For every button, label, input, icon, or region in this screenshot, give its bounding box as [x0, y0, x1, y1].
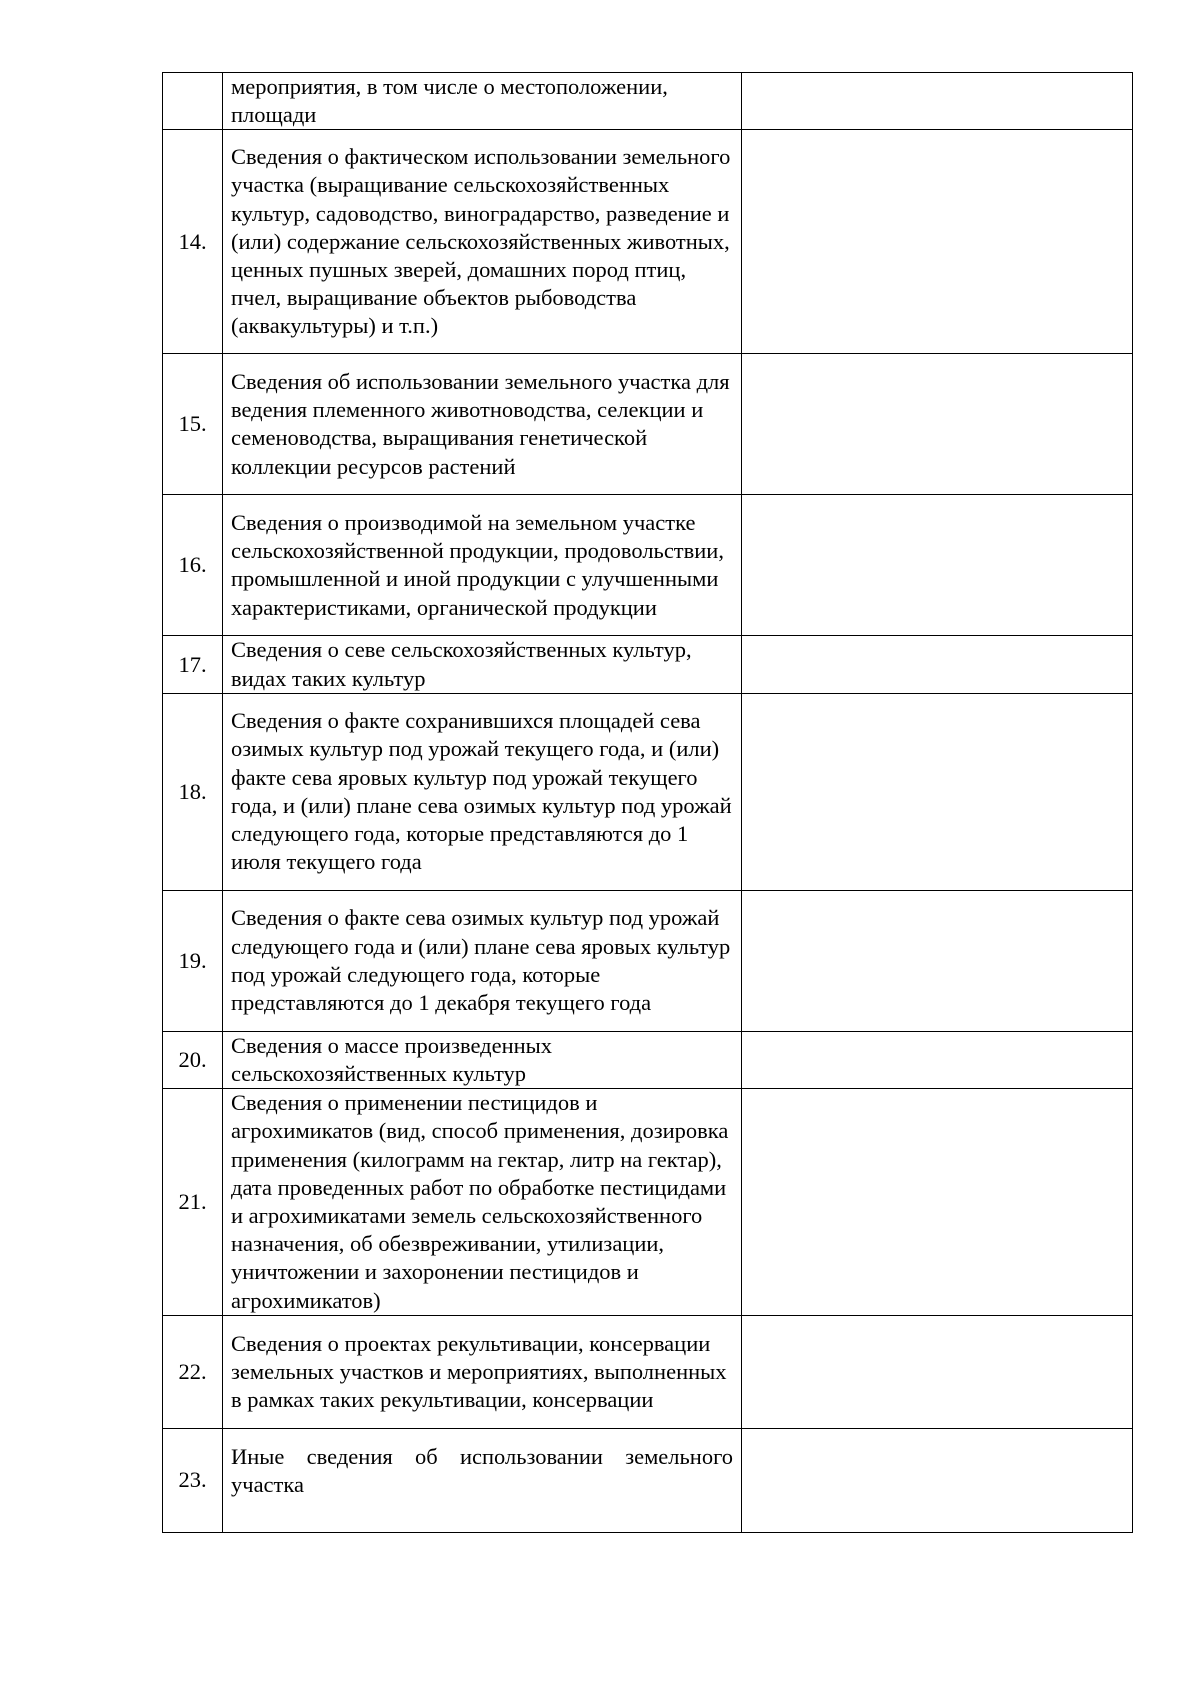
row-value-cell [742, 130, 1133, 354]
row-number: 16. [163, 495, 223, 636]
table-row [163, 1089, 1133, 1316]
data-table [162, 72, 1133, 1533]
row-value-cell [742, 890, 1133, 1031]
table-row [163, 693, 1133, 890]
row-value-cell [742, 495, 1133, 636]
row-number: 22. [163, 1315, 223, 1428]
row-value-cell [742, 693, 1133, 890]
row-value-cell [742, 636, 1133, 693]
row-number [163, 73, 223, 130]
row-value-cell [742, 1315, 1133, 1428]
table-row [163, 73, 1133, 130]
table-row [163, 636, 1133, 693]
row-number: 23. [163, 1428, 223, 1532]
row-value-cell [742, 1031, 1133, 1088]
table-row [163, 890, 1133, 1031]
row-number: 17. [163, 636, 223, 693]
table-row [163, 495, 1133, 636]
row-value-cell [742, 1089, 1133, 1316]
row-description: мероприятия, в том числе о местоположении, площади [223, 73, 742, 130]
row-value-cell [742, 354, 1133, 495]
row-description: Сведения о применении пестицидов и агрохимикатов (вид, способ применения, дозировка применения (килограмм на гектар, литр на гектар), дата проведенных работ по обработке пестицидами и агрохимикатами земель сельскохозяйственного назначения, об обезвреживании, утилизации, уничтожении и захоронении пестицидов и агрохимикатов) [223, 1089, 742, 1316]
row-description: Сведения о производимой на земельном участке сельскохозяйственной продукции, продовольствии, промышленной и иной продукции с улучшенными характеристиками, органической продукции [223, 495, 742, 636]
row-description: Сведения о факте сева озимых культур под урожай следующего года и (или) плане сева яровых культур под урожай следующего года, которые представляются до 1 декабря текущего года [223, 890, 742, 1031]
row-description: Сведения о массе произведенных сельскохозяйственных культур [223, 1031, 742, 1088]
table-row [163, 1428, 1133, 1532]
table-row [163, 354, 1133, 495]
row-number: 18. [163, 693, 223, 890]
row-number: 20. [163, 1031, 223, 1088]
table-row [163, 1315, 1133, 1428]
table-row [163, 1031, 1133, 1088]
row-number: 15. [163, 354, 223, 495]
row-number: 21. [163, 1089, 223, 1316]
row-number: 14. [163, 130, 223, 354]
row-value-cell [742, 73, 1133, 130]
row-description: Сведения о проектах рекультивации, консервации земельных участков и мероприятиях, выполненных в рамках таких рекультивации, консервации [223, 1315, 742, 1428]
row-description: Сведения об использовании земельного участка для ведения племенного животноводства, селекции и семеноводства, выращивания генетической коллекции ресурсов растений [223, 354, 742, 495]
row-description: Иные сведения об использовании земельного участка [223, 1428, 742, 1532]
row-description: Сведения о факте сохранившихся площадей сева озимых культур под урожай текущего года, и (или) факте сева яровых культур под урожай текущего года, и (или) плане сева озимых культур под урожай следующего года, которые представляются до 1 июля текущего года [223, 693, 742, 890]
table-row [163, 130, 1133, 354]
row-value-cell [742, 1428, 1133, 1532]
row-description: Сведения о фактическом использовании земельного участка (выращивание сельскохозяйственных культур, садоводство, виноградарство, разведение и (или) содержание сельскохозяйственных животных, ценных пушных зверей, домашних пород птиц, пчел, выращивание объектов рыбоводства (аквакультуры) и т.п.) [223, 130, 742, 354]
row-number: 19. [163, 890, 223, 1031]
row-description: Сведения о севе сельскохозяйственных культур, видах таких культур [223, 636, 742, 693]
